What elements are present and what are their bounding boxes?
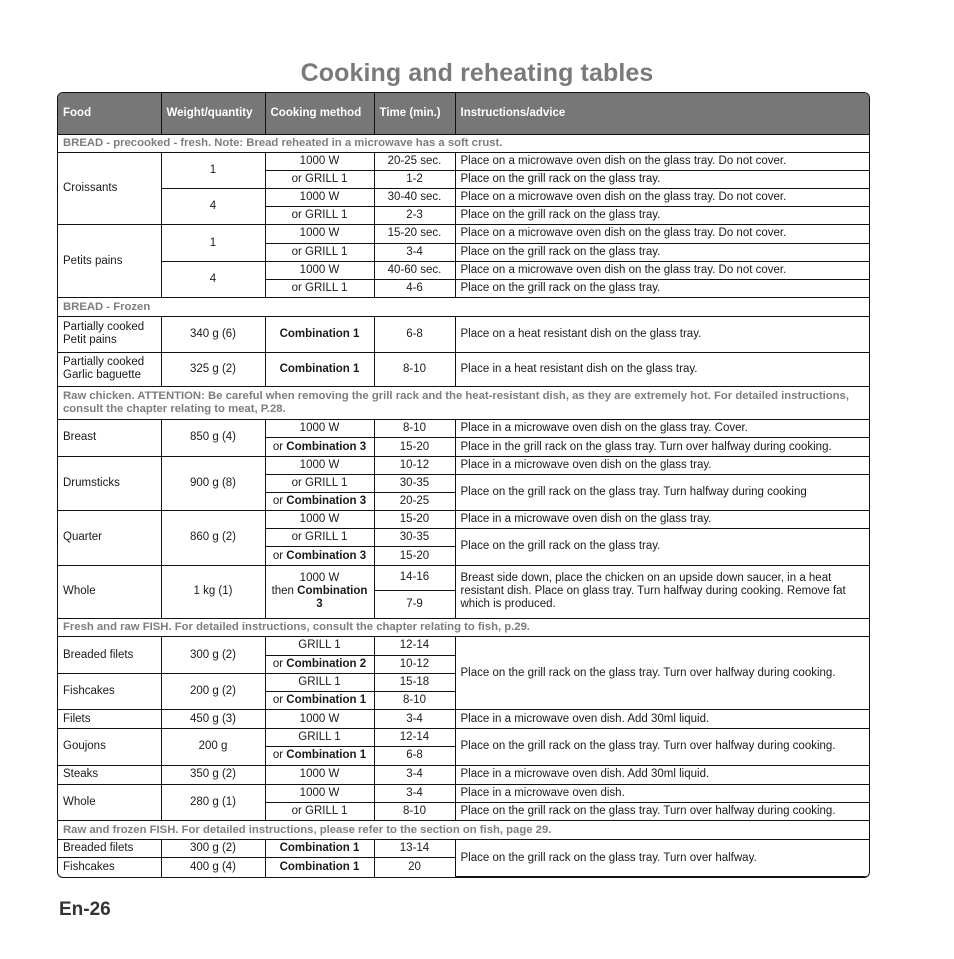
- advice-cell: Breast side down, place the chicken on an upside down saucer, in a heat resistant dish. Place on glass tray. Turn halfway during cooking. Remove fat which is produced.: [455, 565, 869, 619]
- time-cell: 7-9: [374, 590, 455, 618]
- method-prefix: or: [291, 531, 305, 544]
- method-main: 1000 W: [299, 712, 340, 725]
- weight-cell: 200 g: [161, 729, 265, 765]
- method-main: Combination 3: [286, 495, 367, 508]
- food-cell: Quarter: [58, 511, 161, 566]
- food-cell: Drumsticks: [58, 456, 161, 511]
- time-cell: 10-12: [374, 655, 455, 673]
- method-main: 1000 W: [299, 768, 340, 781]
- time-cell: 13-14: [374, 840, 455, 858]
- method-prefix: or: [291, 172, 305, 185]
- advice-cell: Place in a microwave oven dish on the glass tray.: [455, 511, 869, 529]
- time-cell: 15-20 sec.: [374, 225, 455, 243]
- table-row: [58, 729, 869, 747]
- method-prefix: or: [272, 749, 287, 762]
- advice-cell: Place on the grill rack on the glass tray.: [455, 207, 869, 225]
- advice-cell: Place in a microwave oven dish on the glass tray.: [455, 456, 869, 474]
- advice-cell: Place on a microwave oven dish on the glass tray. Do not cover.: [455, 152, 869, 170]
- section-row: [58, 298, 869, 317]
- weight-cell: 450 g (3): [161, 710, 265, 729]
- table-row: [58, 225, 869, 243]
- section-row: [58, 386, 869, 419]
- time-cell: 15-20: [374, 511, 455, 529]
- section-label: Fresh and raw FISH. For detailed instructions, consult the chapter relating to fish, p.29.: [58, 619, 869, 637]
- food-cell: Breaded filets: [58, 840, 161, 858]
- cooking-table-frame: [57, 92, 870, 878]
- food-cell: Filets: [58, 710, 161, 729]
- weight-cell: 340 g (6): [161, 317, 265, 352]
- method-prefix: or: [272, 693, 287, 706]
- method-cell: [265, 420, 374, 438]
- method-cell: [265, 474, 374, 492]
- method-main: GRILL 1: [305, 245, 348, 258]
- food-cell: Partially cooked Petit pains: [58, 317, 161, 352]
- method-cell: [265, 279, 374, 297]
- time-cell: 14-16: [374, 565, 455, 590]
- method-prefix: or: [291, 245, 305, 258]
- advice-cell: Place on the grill rack on the glass tray. Turn halfway during cooking: [455, 474, 869, 510]
- method-cell: [265, 207, 374, 225]
- cooking-table: [58, 93, 869, 877]
- page-title: Cooking and reheating tables: [300, 59, 654, 87]
- time-cell: 3-4: [374, 243, 455, 261]
- food-cell: Partially cooked Garlic baguette: [58, 352, 161, 386]
- method-main: GRILL 1: [305, 804, 348, 817]
- table-row: [58, 637, 869, 655]
- weight-cell: 4: [161, 261, 265, 297]
- table-row: [58, 511, 869, 529]
- method-cell: [265, 858, 374, 877]
- method-cell: [265, 840, 374, 858]
- method-main: Combination 1: [279, 362, 360, 375]
- food-cell: Steaks: [58, 765, 161, 784]
- table-row: [58, 840, 869, 858]
- method-main: Combination 1: [286, 749, 367, 762]
- method-main: Combination 2: [286, 657, 367, 670]
- method-cell: [265, 547, 374, 565]
- advice-cell: Place on the grill rack on the glass tray.: [455, 243, 869, 261]
- header-weight: Weight/quantity: [161, 93, 265, 134]
- time-cell: 15-18: [374, 673, 455, 691]
- section-row: [58, 619, 869, 637]
- food-cell: Fishcakes: [58, 858, 161, 877]
- method-cell: [265, 511, 374, 529]
- time-cell: 3-4: [374, 710, 455, 729]
- method-cell: [265, 747, 374, 765]
- weight-cell: 325 g (2): [161, 352, 265, 386]
- method-cell: [265, 456, 374, 474]
- method-cell: [265, 352, 374, 386]
- page-number: En-26: [59, 899, 111, 920]
- time-cell: 15-20: [374, 438, 455, 456]
- method-main: Combination 3: [286, 440, 367, 453]
- advice-cell: Place on the grill rack on the glass tray.: [455, 529, 869, 565]
- method-prefix: or: [272, 440, 287, 453]
- table-row: [58, 317, 869, 352]
- method-main: 1000 W: [299, 786, 340, 799]
- method-main: GRILL 1: [305, 476, 348, 489]
- weight-cell: 900 g (8): [161, 456, 265, 511]
- method-cell: [265, 729, 374, 747]
- section-label: Raw and frozen FISH. For detailed instructions, please refer to the section on fish, page 29.: [58, 821, 869, 840]
- method-main: 1000 W: [299, 572, 340, 585]
- advice-cell: Place on a microwave oven dish on the glass tray. Do not cover.: [455, 261, 869, 279]
- method-cell: [265, 243, 374, 261]
- weight-cell: 1: [161, 152, 265, 188]
- time-cell: 15-20: [374, 547, 455, 565]
- table-body: [58, 134, 869, 877]
- food-cell: Croissants: [58, 152, 161, 225]
- table-row: [58, 352, 869, 386]
- food-cell: Petits pains: [58, 225, 161, 298]
- method-cell: [265, 438, 374, 456]
- advice-cell: Place on the grill rack on the glass tray.: [455, 279, 869, 297]
- time-cell: 20: [374, 858, 455, 877]
- method-cell: [265, 637, 374, 655]
- table-row: [58, 784, 869, 802]
- method-cell: [265, 170, 374, 188]
- advice-cell: Place on a microwave oven dish on the glass tray. Do not cover.: [455, 225, 869, 243]
- weight-cell: 400 g (4): [161, 858, 265, 877]
- method-cell: [265, 189, 374, 207]
- weight-cell: 300 g (2): [161, 840, 265, 858]
- method-prefix: or: [291, 209, 305, 222]
- advice-cell: Place on a heat resistant dish on the glass tray.: [455, 317, 869, 352]
- method-prefix: or: [291, 804, 305, 817]
- method-prefix: or: [291, 476, 305, 489]
- time-cell: 4-6: [374, 279, 455, 297]
- table-row: [58, 456, 869, 474]
- advice-cell: Place on the grill rack on the glass tray.: [455, 170, 869, 188]
- section-row: [58, 821, 869, 840]
- table-header-row: [58, 93, 869, 134]
- time-cell: 12-14: [374, 637, 455, 655]
- advice-cell: Place on the grill rack on the glass tray. Turn over halfway.: [455, 840, 869, 877]
- time-cell: 20-25 sec.: [374, 152, 455, 170]
- method-main: Combination 1: [286, 693, 367, 706]
- food-cell: Breast: [58, 420, 161, 456]
- method-cell: [265, 492, 374, 510]
- method-prefix: then: [271, 585, 298, 598]
- header-instructions: Instructions/advice: [455, 93, 869, 134]
- method-main: GRILL 1: [305, 172, 348, 185]
- table-row: [58, 189, 869, 207]
- time-cell: 8-10: [374, 691, 455, 709]
- table-row: [58, 420, 869, 438]
- method-main: 1000 W: [299, 154, 340, 167]
- time-cell: 6-8: [374, 317, 455, 352]
- method-main: GRILL 1: [298, 639, 341, 652]
- section-label: BREAD - precooked - fresh. Note: Bread reheated in a microwave has a soft crust.: [58, 134, 869, 152]
- method-cell: [265, 765, 374, 784]
- method-main: 1000 W: [299, 227, 340, 240]
- method-cell: [265, 317, 374, 352]
- time-cell: 12-14: [374, 729, 455, 747]
- method-main: 1000 W: [299, 422, 340, 435]
- food-cell: Whole: [58, 784, 161, 820]
- weight-cell: 280 g (1): [161, 784, 265, 820]
- method-cell: [265, 152, 374, 170]
- table-row: [58, 152, 869, 170]
- advice-cell: Place in a microwave oven dish.: [455, 784, 869, 802]
- advice-cell: Place on the grill rack on the glass tray. Turn over halfway during cooking.: [455, 802, 869, 820]
- weight-cell: 350 g (2): [161, 765, 265, 784]
- time-cell: 3-4: [374, 765, 455, 784]
- method-prefix: or: [291, 281, 305, 294]
- method-main: GRILL 1: [298, 675, 341, 688]
- weight-cell: 200 g (2): [161, 673, 265, 709]
- food-cell: Breaded filets: [58, 637, 161, 673]
- method-main: 1000 W: [299, 513, 340, 526]
- method-cell: [265, 673, 374, 691]
- method-main: Combination 3: [286, 549, 367, 562]
- method-cell: [265, 802, 374, 820]
- time-cell: 2-3: [374, 207, 455, 225]
- table-row: [58, 261, 869, 279]
- method-cell: [265, 691, 374, 709]
- method-main: 1000 W: [299, 191, 340, 204]
- advice-cell: Place in the grill rack on the glass tray. Turn over halfway during cooking.: [455, 438, 869, 456]
- method-cell: [265, 225, 374, 243]
- advice-cell: Place on the grill rack on the glass tray. Turn over halfway during cooking.: [455, 729, 869, 765]
- table-row: [58, 710, 869, 729]
- method-main: GRILL 1: [305, 281, 348, 294]
- method-main: Combination 1: [279, 860, 360, 873]
- time-cell: 8-10: [374, 802, 455, 820]
- method-cell: [265, 655, 374, 673]
- weight-cell: 300 g (2): [161, 637, 265, 673]
- time-cell: 20-25: [374, 492, 455, 510]
- weight-cell: 860 g (2): [161, 511, 265, 566]
- method-prefix: or: [272, 549, 287, 562]
- header-method: Cooking method: [265, 93, 374, 134]
- table-row: [58, 765, 869, 784]
- method-cell: [265, 784, 374, 802]
- table-row: [58, 565, 869, 590]
- weight-cell: 850 g (4): [161, 420, 265, 456]
- time-cell: 30-35: [374, 529, 455, 547]
- method-cell: [265, 261, 374, 279]
- food-cell: Whole: [58, 565, 161, 619]
- method-cell: [265, 565, 374, 619]
- time-cell: 8-10: [374, 352, 455, 386]
- weight-cell: 4: [161, 189, 265, 225]
- advice-cell: Place in a microwave oven dish. Add 30ml liquid.: [455, 765, 869, 784]
- method-cell: [265, 529, 374, 547]
- section-row: [58, 134, 869, 152]
- time-cell: 30-35: [374, 474, 455, 492]
- food-cell: Fishcakes: [58, 673, 161, 709]
- header-food: Food: [58, 93, 161, 134]
- method-main: 1000 W: [299, 263, 340, 276]
- advice-cell: Place in a microwave oven dish. Add 30ml liquid.: [455, 710, 869, 729]
- time-cell: 6-8: [374, 747, 455, 765]
- header-time: Time (min.): [374, 93, 455, 134]
- advice-cell: Place in a microwave oven dish on the glass tray. Cover.: [455, 420, 869, 438]
- method-main-line2: Combination 3: [297, 585, 368, 611]
- method-main: GRILL 1: [298, 731, 341, 744]
- method-main: GRILL 1: [305, 209, 348, 222]
- method-prefix: or: [272, 495, 287, 508]
- time-cell: 3-4: [374, 784, 455, 802]
- section-label: Raw chicken. ATTENTION: Be careful when removing the grill rack and the heat-resistant dish, as they are extremely hot. For detailed instructions, consult the chapter relating to meat, P.28.: [58, 386, 869, 419]
- method-main: Combination 1: [279, 842, 360, 855]
- section-label: BREAD - Frozen: [58, 298, 869, 317]
- advice-cell: Place on a microwave oven dish on the glass tray. Do not cover.: [455, 189, 869, 207]
- weight-cell: 1: [161, 225, 265, 261]
- method-prefix: or: [272, 657, 287, 670]
- time-cell: 8-10: [374, 420, 455, 438]
- time-cell: 1-2: [374, 170, 455, 188]
- method-cell: [265, 710, 374, 729]
- time-cell: 40-60 sec.: [374, 261, 455, 279]
- food-cell: Goujons: [58, 729, 161, 765]
- method-main: GRILL 1: [305, 531, 348, 544]
- method-main: 1000 W: [299, 458, 340, 471]
- advice-cell: Place on the grill rack on the glass tray. Turn over halfway during cooking.: [455, 637, 869, 710]
- time-cell: 30-40 sec.: [374, 189, 455, 207]
- weight-cell: 1 kg (1): [161, 565, 265, 619]
- time-cell: 10-12: [374, 456, 455, 474]
- method-main: Combination 1: [279, 327, 360, 340]
- advice-cell: Place in a heat resistant dish on the glass tray.: [455, 352, 869, 386]
